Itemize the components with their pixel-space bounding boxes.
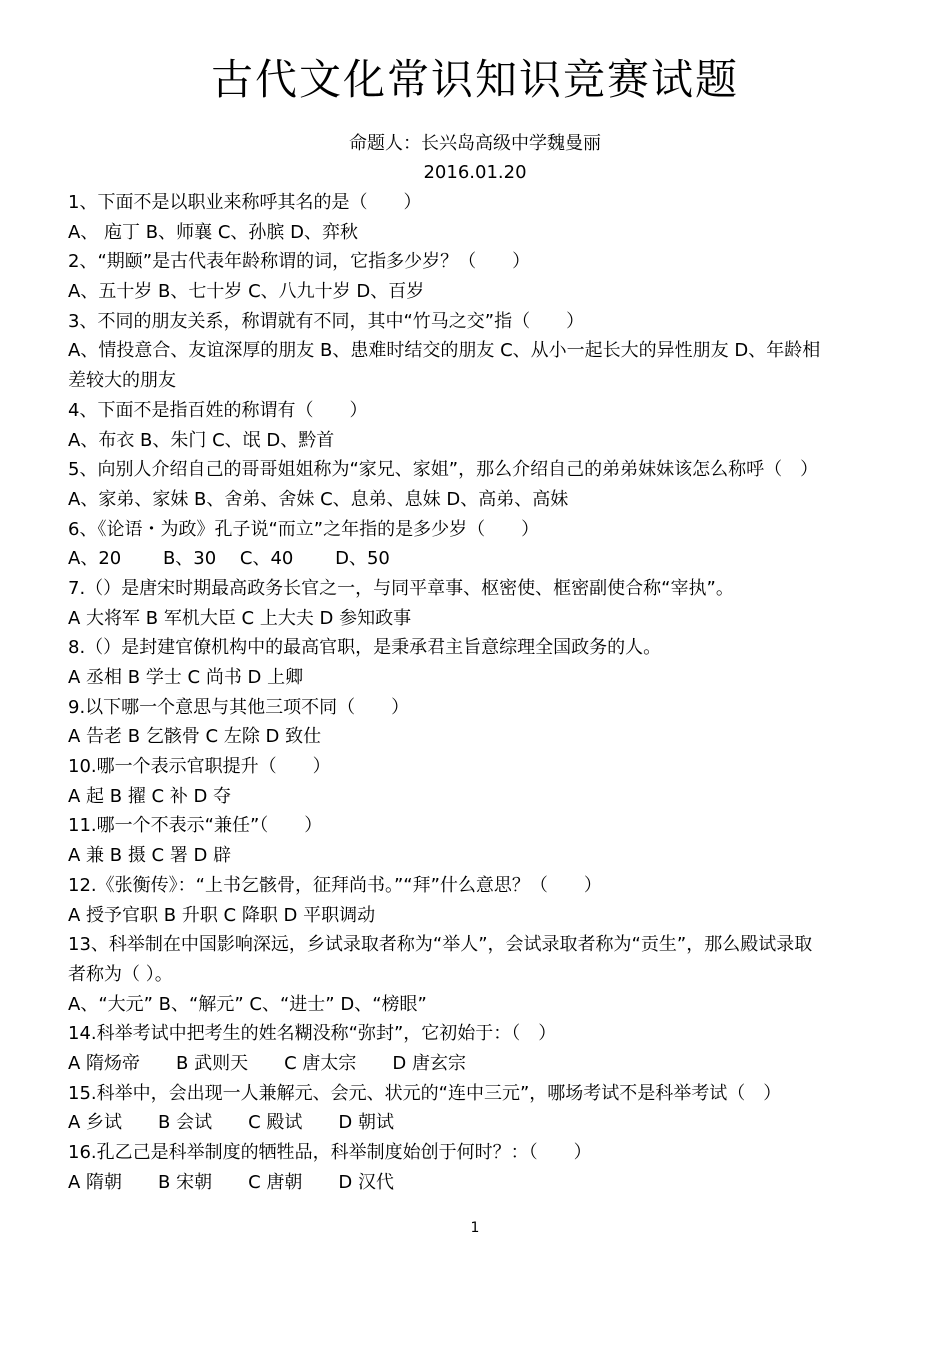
question-15-options: A 乡试 B 会试 C 殿试 D 朝试	[68, 1112, 394, 1134]
document-author: 命题人：长兴岛高级中学魏曼丽	[349, 133, 601, 154]
question-5-stem: 5、向别人介绍自己的哥哥姐姐称为“家兄、家姐”，那么介绍自己的弟弟妹妹该怎么称呼（ ）	[68, 459, 819, 481]
question-10-options: A 起 B 擢 C 补 D 夺	[68, 785, 232, 807]
question-9-stem: 9.以下哪一个意思与其他三项不同（ ）	[68, 696, 410, 718]
question-12-options: A 授予官职 B 升职 C 降职 D 平职调动	[68, 904, 376, 926]
question-2-options: A、五十岁 B、七十岁 C、八九十岁 D、百岁	[68, 281, 425, 303]
question-4-stem: 4、下面不是指百姓的称谓有（ ）	[68, 399, 368, 421]
document-title: 古代文化常识知识竞赛试题	[210, 55, 739, 104]
question-3-options: A、情投意合、友谊深厚的朋友 B、患难时结交的朋友 C、从小一起长大的异性朋友 D、年龄相	[68, 340, 821, 362]
question-5-options: A、家弟、家妹 B、舍弟、舍妹 C、息弟、息妹 D、高弟、高妹	[68, 488, 569, 510]
question-3-stem: 3、不同的朋友关系，称谓就有不同，其中“竹马之交”指（ ）	[68, 310, 585, 332]
question-11-stem: 11.哪一个不表示“兼任”（ ）	[68, 815, 323, 837]
question-15-stem: 15.科举中，会出现一人兼解元、会元、状元的“连中三元”，哪场考试不是科举考试（ ）	[68, 1082, 782, 1104]
question-list	[68, 188, 888, 1197]
question-1-options: A、 庖丁 B、师襄 C、孙膑 D、弈秋	[68, 221, 358, 243]
question-2-stem: 2、“期颐”是古代表年龄称谓的词，它指多少岁？（ ）	[68, 251, 531, 273]
question-13-stem-continued: 者称为（ ）。	[68, 963, 173, 985]
question-14-stem: 14.科举考试中把考生的姓名糊没称“弥封”，它初始于：（ ）	[68, 1023, 557, 1045]
question-1-stem: 1、下面不是以职业来称呼其名的是（ ）	[68, 192, 422, 213]
question-13-options: A、“大元” B、“解元” C、“进士” D、“榜眼”	[68, 993, 427, 1015]
question-6-stem: 6、《论语・为政》孔子说“而立”之年指的是多少岁（ ）	[68, 518, 540, 540]
question-8-stem: 8.（）是封建官僚机构中的最高官职，是秉承君主旨意综理全国政务的人。	[68, 637, 662, 659]
question-11-options: A 兼 B 摄 C 署 D 辟	[68, 845, 232, 867]
question-9-options: A 告老 B 乞骸骨 C 左除 D 致仕	[68, 726, 322, 748]
question-8-options: A 丞相 B 学士 C 尚书 D 上卿	[68, 667, 304, 688]
question-16-stem: 16.孔乙己是科举制度的牺牲品，科举制度始创于何时？：（ ）	[68, 1142, 592, 1163]
document-date: 2016.01.20	[423, 162, 527, 183]
question-7-stem: 7.（）是唐宋时期最高政务长官之一，与同平章事、枢密使、框密副使合称“宰执”。	[68, 577, 734, 599]
question-7-options: A 大将军 B 军机大臣 C 上大夫 D 参知政事	[68, 607, 412, 629]
question-6-options: A、20 B、30 C、40 D、50	[68, 548, 390, 570]
page-number: 1	[470, 1220, 480, 1236]
question-14-options: A 隋炀帝 B 武则天 C 唐太宗 D 唐玄宗	[68, 1052, 466, 1074]
question-3-options-continued: 差较大的朋友	[68, 370, 176, 392]
question-10-stem: 10.哪一个表示官职提升（ ）	[68, 756, 331, 778]
question-13-stem: 13、科举制在中国影响深远，乡试录取者称为“举人”，会试录取者称为“贡生”，那么殿试录取	[68, 934, 813, 956]
question-16-options: A 隋朝 B 宋朝 C 唐朝 D 汉代	[68, 1171, 394, 1193]
question-4-options: A、布衣 B、朱门 C、氓 D、黔首	[68, 429, 335, 451]
question-12-stem: 12.《张衡传》：“上书乞骸骨，征拜尚书。”“拜”什么意思？（ ）	[68, 874, 602, 896]
